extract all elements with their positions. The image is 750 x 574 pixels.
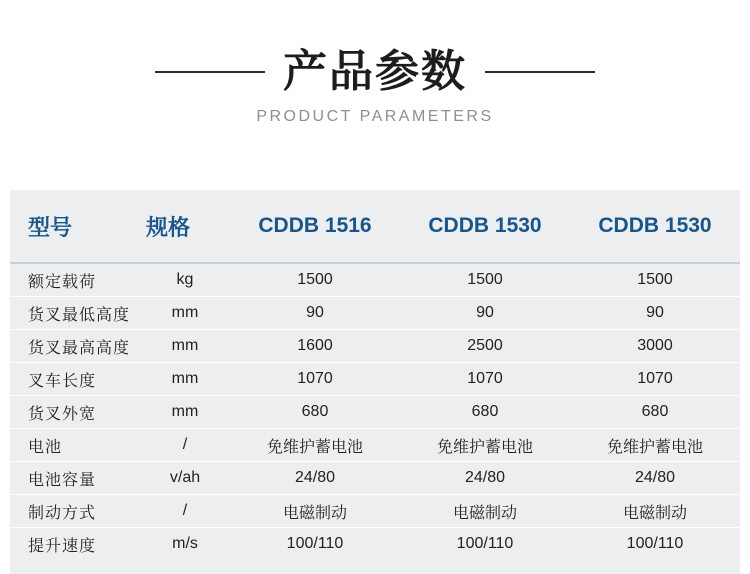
title-rule-right xyxy=(485,71,595,73)
page-subtitle: PRODUCT PARAMETERS xyxy=(256,108,494,126)
row-label: 货叉最高高度 xyxy=(10,330,140,363)
row-value: 100/110 xyxy=(570,528,740,561)
table-body xyxy=(10,263,740,560)
table-row xyxy=(10,330,740,363)
row-value: 24/80 xyxy=(230,462,400,495)
title-rule-left xyxy=(155,71,265,73)
row-value: 2500 xyxy=(400,330,570,363)
row-unit: m/s xyxy=(140,528,230,561)
row-unit: mm xyxy=(140,363,230,396)
column-header-model-3: CDDB 1530 xyxy=(570,190,740,263)
column-header-unit: 规格 xyxy=(140,190,230,263)
row-value: 1500 xyxy=(400,263,570,297)
column-header-model-1: CDDB 1516 xyxy=(230,190,400,263)
row-value: 1070 xyxy=(400,363,570,396)
row-value: 90 xyxy=(400,297,570,330)
row-unit: mm xyxy=(140,297,230,330)
page-title: 产品参数 xyxy=(283,47,467,96)
row-label: 电池 xyxy=(10,429,140,462)
table-row xyxy=(10,396,740,429)
row-value: 100/110 xyxy=(400,528,570,561)
row-value: 1070 xyxy=(570,363,740,396)
row-label: 提升速度 xyxy=(10,528,140,561)
row-unit: / xyxy=(140,495,230,528)
table-header xyxy=(10,190,740,263)
parameters-table xyxy=(10,190,740,560)
row-value: 免维护蓄电池 xyxy=(400,429,570,462)
column-header-model: 型号 xyxy=(10,190,140,263)
row-unit: kg xyxy=(140,263,230,297)
row-value: 24/80 xyxy=(570,462,740,495)
table-row xyxy=(10,429,740,462)
parameters-table-wrap xyxy=(10,190,740,574)
table-row xyxy=(10,263,740,297)
row-value: 680 xyxy=(570,396,740,429)
row-value: 90 xyxy=(570,297,740,330)
row-label: 货叉外宽 xyxy=(10,396,140,429)
row-value: 100/110 xyxy=(230,528,400,561)
row-label: 货叉最低高度 xyxy=(10,297,140,330)
table-row xyxy=(10,462,740,495)
title-row xyxy=(0,48,750,96)
row-value: 免维护蓄电池 xyxy=(570,429,740,462)
row-unit: / xyxy=(140,429,230,462)
row-value: 1070 xyxy=(230,363,400,396)
table-row xyxy=(10,297,740,330)
page-header xyxy=(0,0,750,126)
row-value: 3000 xyxy=(570,330,740,363)
row-value: 电磁制动 xyxy=(570,495,740,528)
row-label: 叉车长度 xyxy=(10,363,140,396)
row-value: 90 xyxy=(230,297,400,330)
row-value: 1500 xyxy=(230,263,400,297)
row-value: 680 xyxy=(400,396,570,429)
row-label: 制动方式 xyxy=(10,495,140,528)
table-bottom-padding xyxy=(10,560,740,574)
row-value: 680 xyxy=(230,396,400,429)
row-value: 免维护蓄电池 xyxy=(230,429,400,462)
table-header-row xyxy=(10,190,740,263)
table-row xyxy=(10,363,740,396)
row-value: 电磁制动 xyxy=(400,495,570,528)
row-unit: v/ah xyxy=(140,462,230,495)
table-row xyxy=(10,528,740,561)
row-value: 24/80 xyxy=(400,462,570,495)
column-header-model-2: CDDB 1530 xyxy=(400,190,570,263)
row-value: 电磁制动 xyxy=(230,495,400,528)
row-label: 额定载荷 xyxy=(10,263,140,297)
row-label: 电池容量 xyxy=(10,462,140,495)
row-value: 1500 xyxy=(570,263,740,297)
row-unit: mm xyxy=(140,396,230,429)
row-unit: mm xyxy=(140,330,230,363)
table-row xyxy=(10,495,740,528)
row-value: 1600 xyxy=(230,330,400,363)
